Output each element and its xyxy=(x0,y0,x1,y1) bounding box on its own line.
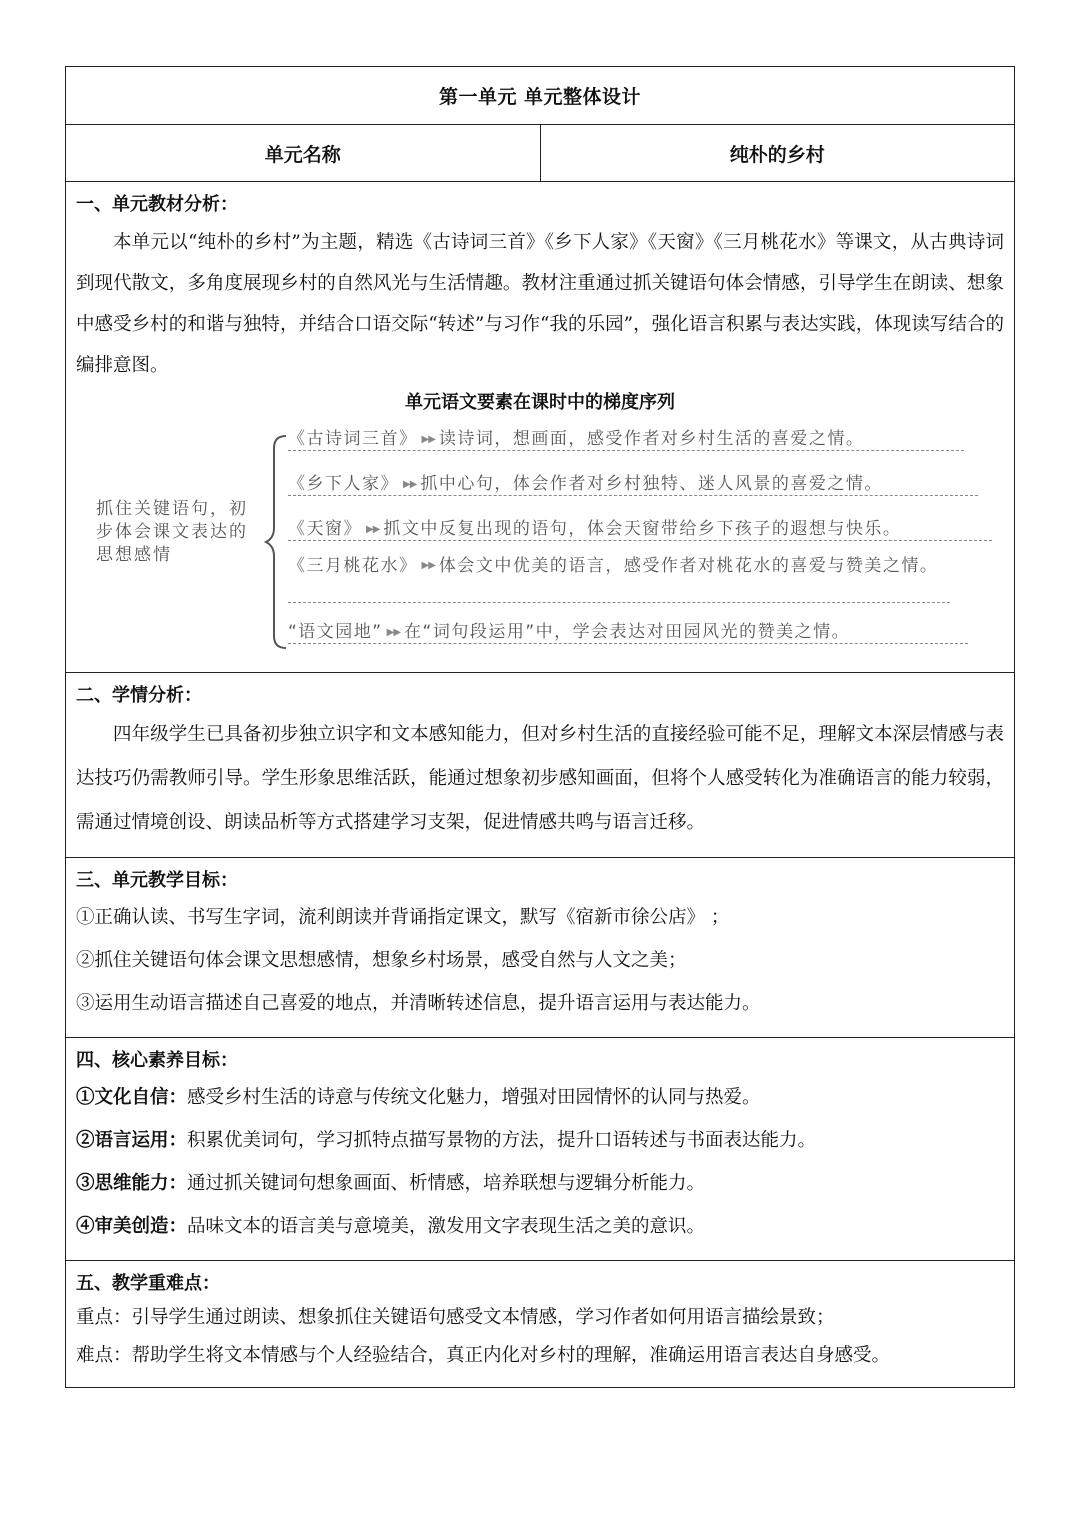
unit-design-table xyxy=(65,66,1015,1388)
difficult-point-item: 难点：帮助学生将文本情感与个人经验结合，真正内化对乡村的理解，准确运用语言表达自身感受。 xyxy=(76,1345,891,1366)
section-learner-analysis xyxy=(66,673,1014,858)
dotted-line xyxy=(288,643,968,644)
arrow-icon: ▶▶ xyxy=(386,626,401,638)
arrow-icon: ▶▶ xyxy=(403,478,417,490)
branch-item xyxy=(288,424,864,449)
section-heading: 一、单元教材分析： xyxy=(76,194,238,215)
branch-item xyxy=(288,617,850,642)
diagram-title: 单元语文要素在课时中的梯度序列 xyxy=(405,392,675,413)
section-key-difficult-points xyxy=(66,1261,1014,1387)
goal-item: ③运用生动语言描述自己喜爱的地点，并清晰转述信息，提升语言运用与表达能力。 xyxy=(76,993,761,1014)
section-paragraph: 本单元以“纯朴的乡村”为主题，精选《古诗词三首》《乡下人家》《天窗》《三月桃花水》等课文，从古典诗词到现代散文，多角度展现乡村的自然风光与生活情趣。教材注重通过抓关键语句体会情感，引导学生在朗读、想象中感受乡村的和谐与独特，并结合口语交际“转述”与习作“我的乐园”，强化语言积累与表达实践，体现读写结合的编排意图。 xyxy=(76,232,1004,376)
dotted-line xyxy=(288,540,992,541)
gradient-diagram xyxy=(76,422,1004,666)
branch-item xyxy=(288,469,883,494)
branch-lesson: “语文园地” xyxy=(288,622,383,642)
branch-item xyxy=(288,556,988,576)
literacy-label: ③思维能力： xyxy=(76,1173,188,1194)
literacy-item xyxy=(76,1119,1004,1162)
section-heading: 五、教学重难点： xyxy=(76,1273,220,1294)
literacy-text: 积累优美词句，学习抓特点描写景物的方法，提升口语转述与书面表达能力。 xyxy=(187,1130,817,1151)
branch-text: 读诗词，想画面，感受作者对乡村生活的喜爱之情。 xyxy=(438,429,865,449)
branch-text: 抓中心句，体会作者对乡村独特、迷人风景的喜爱之情。 xyxy=(420,474,883,494)
key-point-item: 重点：引导学生通过朗读、想象抓住关键语句感受文本情感，学习作者如何用语言描绘景致； xyxy=(76,1307,835,1328)
literacy-label: ②语言运用： xyxy=(76,1130,188,1151)
section-heading: 三、单元教学目标： xyxy=(76,870,238,891)
literacy-text: 品味文本的语言美与意境美，激发用文字表现生活之美的意识。 xyxy=(187,1216,706,1237)
goal-item: ②抓住关键语句体会课文思想感情，想象乡村场景，感受自然与人文之美； xyxy=(76,950,687,971)
section-teaching-goals xyxy=(66,858,1014,1038)
dotted-line xyxy=(288,602,950,603)
literacy-text: 感受乡村生活的诗意与传统文化魅力，增强对田园情怀的认同与热爱。 xyxy=(187,1087,761,1108)
goal-item: ①正确认读、书写生字词，流利朗读并背诵指定课文，默写《宿新市徐公店》 ； xyxy=(76,907,730,928)
literacy-label: ①文化自信： xyxy=(76,1087,188,1108)
section-paragraph: 四年级学生已具备初步独立识字和文本感知能力，但对乡村生活的直接经验可能不足，理解文本深层情感与表达技巧仍需教师引导。学生形象思维活跃，能通过想象初步感知画面，但将个人感受转化为准确语言的能力较弱，需通过情境创设、朗读品析等方式搭建学习支架，促进情感共鸣与语言迁移。 xyxy=(76,724,1004,833)
unit-name-value: 纯朴的乡村 xyxy=(540,125,1015,181)
section-textbook-analysis xyxy=(66,182,1014,673)
literacy-label: ④审美创造： xyxy=(76,1216,188,1237)
branch-lesson: 《古诗词三首》 xyxy=(288,429,418,449)
dotted-line xyxy=(288,495,978,496)
diagram-root: 抓住关键语句，初步体会课文表达的思想感情 xyxy=(96,499,248,565)
branch-text: 体会文中优美的语言，感受作者对桃花水的喜爱与赞美之情。 xyxy=(438,556,939,576)
dotted-line xyxy=(288,450,964,451)
literacy-text: 通过抓关键词句想象画面、析情感，培养联想与逻辑分析能力。 xyxy=(187,1173,706,1194)
unit-name-row xyxy=(66,125,1014,182)
section-heading: 二、学情分析： xyxy=(76,685,202,706)
literacy-item xyxy=(76,1076,1004,1119)
branch-lesson: 《天窗》 xyxy=(288,519,362,539)
unit-name-label: 单元名称 xyxy=(264,143,341,166)
arrow-icon: ▶▶ xyxy=(421,433,435,445)
arrow-icon: ▶▶ xyxy=(421,560,435,571)
document-title: 第一单元 单元整体设计 xyxy=(66,67,1014,125)
branch-lesson: 《三月桃花水》 xyxy=(288,556,418,576)
literacy-item xyxy=(76,1205,1004,1248)
arrow-icon: ▶▶ xyxy=(366,523,380,535)
section-core-literacy xyxy=(66,1038,1014,1261)
branch-text: 在“词句段运用”中，学会表达对田园风光的赞美之情。 xyxy=(404,622,851,642)
section-heading: 四、核心素养目标： xyxy=(76,1050,238,1071)
branch-lesson: 《乡下人家》 xyxy=(288,474,399,494)
branch-text: 抓文中反复出现的语句，体会天窗带给乡下孩子的遐想与快乐。 xyxy=(383,519,902,539)
branch-item xyxy=(288,514,901,539)
literacy-item xyxy=(76,1162,1004,1205)
